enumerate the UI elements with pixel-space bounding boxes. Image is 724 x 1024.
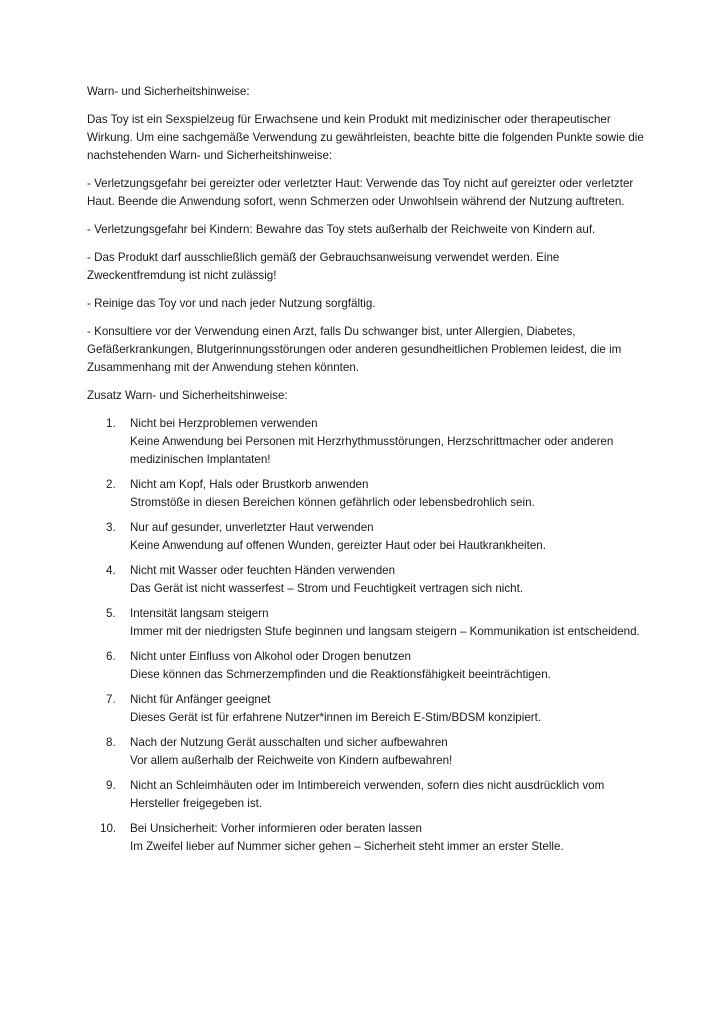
document-heading: Warn- und Sicherheitshinweise: bbox=[87, 85, 250, 98]
warning-paragraph-usage: - Das Produkt darf ausschließlich gemäß der Gebrauchsanweisung verwendet werden. Eine Zweckentfremdung ist nicht zulässig! bbox=[87, 251, 560, 282]
list-item-number: 9. bbox=[106, 779, 116, 792]
list-item-number: 8. bbox=[106, 736, 116, 749]
list-item-number: 10. bbox=[100, 822, 117, 835]
list-item-number: 1. bbox=[106, 417, 116, 430]
list-item-description: Immer mit der niedrigsten Stufe beginnen und langsam steigern – Kommunikation ist entscheidend. bbox=[130, 625, 640, 638]
list-item bbox=[87, 820, 647, 856]
list-item-title: Nicht für Anfänger geeignet bbox=[130, 693, 271, 706]
list-item-number: 2. bbox=[106, 478, 116, 491]
warning-paragraph-cleaning: - Reinige das Toy vor und nach jeder Nutzung sorgfältig. bbox=[87, 297, 376, 310]
list-item-title: Nicht am Kopf, Hals oder Brustkorb anwenden bbox=[130, 478, 369, 491]
list-item-title: Nicht an Schleimhäuten oder im Intimbereich verwenden, sofern dies nicht ausdrücklich vom Hersteller freigegeben ist. bbox=[130, 779, 605, 810]
list-item-number: 6. bbox=[106, 650, 116, 663]
list-item-description: Stromstöße in diesen Bereichen können gefährlich oder lebensbedrohlich sein. bbox=[130, 496, 535, 509]
list-item-number: 4. bbox=[106, 564, 116, 577]
list-item bbox=[87, 777, 647, 813]
list-item-title: Nicht unter Einfluss von Alkohol oder Drogen benutzen bbox=[130, 650, 411, 663]
list-item-number: 5. bbox=[106, 607, 116, 620]
list-item bbox=[87, 691, 647, 727]
list-item-description: Im Zweifel lieber auf Nummer sicher gehen – Sicherheit steht immer an erster Stelle. bbox=[130, 840, 564, 853]
list-item bbox=[87, 519, 647, 555]
list-item-title: Nach der Nutzung Gerät ausschalten und sicher aufbewahren bbox=[130, 736, 448, 749]
list-item-title: Intensität langsam steigern bbox=[130, 607, 269, 620]
list-item bbox=[87, 562, 647, 598]
list-item-description: Keine Anwendung auf offenen Wunden, gereizter Haut oder bei Hautkrankheiten. bbox=[130, 539, 546, 552]
list-item-title: Bei Unsicherheit: Vorher informieren oder beraten lassen bbox=[130, 822, 422, 835]
list-item-description: Vor allem außerhalb der Reichweite von Kindern aufbewahren! bbox=[130, 754, 453, 767]
list-item-title: Nicht bei Herzproblemen verwenden bbox=[130, 417, 318, 430]
list-item-title: Nur auf gesunder, unverletzter Haut verwenden bbox=[130, 521, 374, 534]
additional-heading: Zusatz Warn- und Sicherheitshinweise: bbox=[87, 389, 288, 402]
document-page bbox=[87, 83, 647, 863]
list-item bbox=[87, 734, 647, 770]
list-item-description: Keine Anwendung bei Personen mit Herzrhythmusstörungen, Herzschrittmacher oder anderen medizinischen Implantaten! bbox=[130, 435, 614, 466]
list-item bbox=[87, 415, 647, 469]
numbered-warning-list bbox=[87, 415, 647, 856]
warning-paragraph-skin: - Verletzungsgefahr bei gereizter oder verletzter Haut: Verwende das Toy nicht auf gereizter oder verletzter Haut. Beende die Anwendung sofort, wenn Schmerzen oder Unwohlsein während der Nutzung auftreten. bbox=[87, 177, 634, 208]
warning-paragraph-children: - Verletzungsgefahr bei Kindern: Bewahre das Toy stets außerhalb der Reichweite von Kindern auf. bbox=[87, 223, 596, 236]
warning-paragraph-doctor: - Konsultiere vor der Verwendung einen Arzt, falls Du schwanger bist, unter Allergien, Diabetes, Gefäßerkrankungen, Blutgerinnungsstörungen oder anderen gesundheitlichen Problemen leidest, die im Zusammenhang mit der Anwendung stehen könnten. bbox=[87, 325, 622, 374]
list-item-description: Diese können das Schmerzempfinden und die Reaktionsfähigkeit beeinträchtigen. bbox=[130, 668, 551, 681]
list-item-title: Nicht mit Wasser oder feuchten Händen verwenden bbox=[130, 564, 396, 577]
intro-paragraph: Das Toy ist ein Sexspielzeug für Erwachsene und kein Produkt mit medizinischer oder therapeutischer Wirkung. Um eine sachgemäße Verwendung zu gewährleisten, beachte bitte die folgenden Punkte sowie die nachstehenden Warn- und Sicherheitshinweise: bbox=[87, 113, 644, 162]
list-item-number: 3. bbox=[106, 521, 116, 534]
list-item-description: Das Gerät ist nicht wasserfest – Strom und Feuchtigkeit vertragen sich nicht. bbox=[130, 582, 524, 595]
list-item bbox=[87, 605, 647, 641]
list-item-description: Dieses Gerät ist für erfahrene Nutzer*innen im Bereich E-Stim/BDSM konzipiert. bbox=[130, 711, 542, 724]
list-item bbox=[87, 648, 647, 684]
list-item bbox=[87, 476, 647, 512]
list-item-number: 7. bbox=[106, 693, 116, 706]
